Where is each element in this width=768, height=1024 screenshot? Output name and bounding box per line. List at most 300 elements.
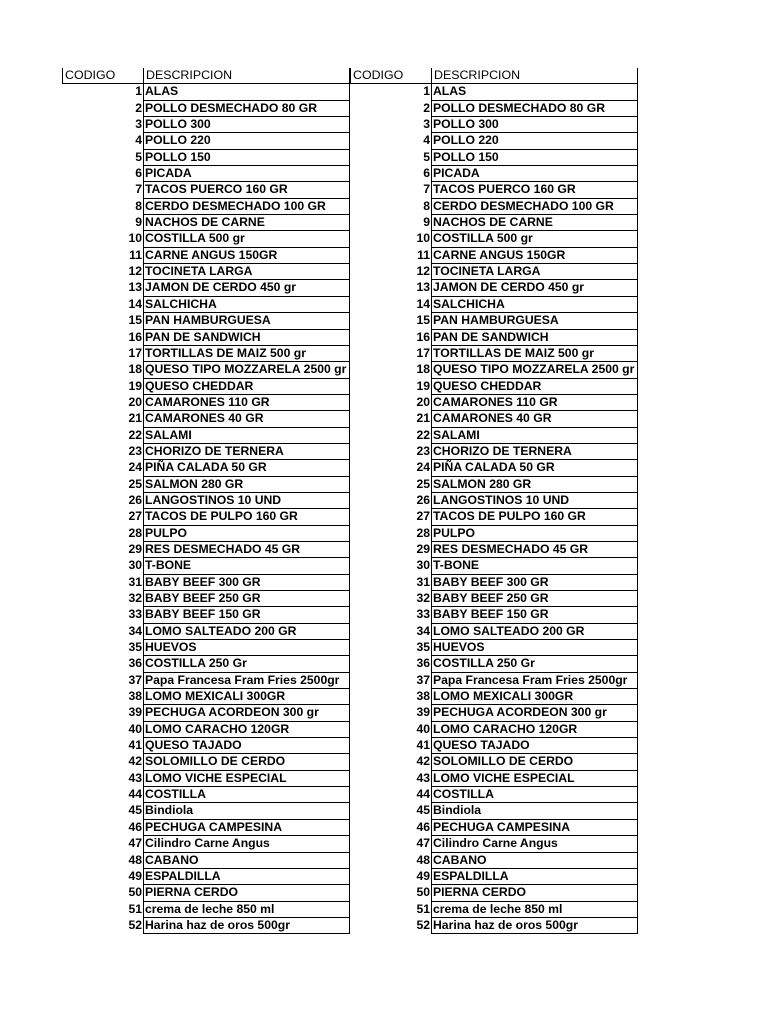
description-cell[interactable]: CARNE ANGUS 150GR <box>143 248 350 264</box>
code-cell[interactable]: 46 <box>128 819 142 834</box>
table-row[interactable] <box>62 526 350 542</box>
table-row[interactable] <box>350 313 638 329</box>
description-cell[interactable]: COSTILLA 500 gr <box>143 231 350 247</box>
description-cell[interactable]: PIÑA CALADA 50 GR <box>431 460 638 476</box>
description-cell[interactable]: CERDO DESMECHADO 100 GR <box>143 199 350 215</box>
code-cell[interactable]: 50 <box>128 885 142 900</box>
table-row[interactable] <box>62 803 350 819</box>
table-row[interactable] <box>350 444 638 460</box>
table-row[interactable] <box>350 558 638 574</box>
code-cell[interactable]: 14 <box>416 296 430 311</box>
table-row[interactable] <box>62 591 350 607</box>
description-cell[interactable]: COSTILLA 250 Gr <box>431 656 638 672</box>
description-cell[interactable]: LOMO CARACHO 120GR <box>143 722 350 738</box>
code-cell[interactable]: 4 <box>135 133 142 148</box>
table-row[interactable] <box>62 411 350 427</box>
code-cell[interactable]: 43 <box>416 770 430 785</box>
code-cell[interactable]: 3 <box>135 117 142 132</box>
description-cell[interactable]: Papa Francesa Fram Fries 2500gr <box>431 673 638 689</box>
description-cell[interactable]: COSTILLA 500 gr <box>431 231 638 247</box>
table-row[interactable] <box>350 280 638 296</box>
description-cell[interactable]: LOMO VICHE ESPECIAL <box>431 771 638 787</box>
description-cell[interactable]: T-BONE <box>431 558 638 574</box>
description-cell[interactable]: COSTILLA 250 Gr <box>143 656 350 672</box>
table-row[interactable] <box>62 313 350 329</box>
description-cell[interactable]: LOMO VICHE ESPECIAL <box>143 771 350 787</box>
table-row[interactable] <box>62 493 350 509</box>
table-row[interactable] <box>350 607 638 623</box>
code-cell[interactable]: 18 <box>416 362 430 377</box>
description-cell[interactable]: POLLO DESMECHADO 80 GR <box>431 101 638 117</box>
code-cell[interactable]: 31 <box>128 574 142 589</box>
description-cell[interactable]: PAN HAMBURGUESA <box>143 313 350 329</box>
table-row[interactable] <box>62 117 350 133</box>
table-row[interactable] <box>62 722 350 738</box>
table-row[interactable] <box>62 346 350 362</box>
code-cell[interactable]: 51 <box>416 901 430 916</box>
description-cell[interactable]: JAMON DE CERDO 450 gr <box>431 280 638 296</box>
table-row[interactable] <box>62 689 350 705</box>
table-row[interactable] <box>62 640 350 656</box>
table-row[interactable] <box>350 820 638 836</box>
description-cell[interactable]: Harina haz de oros 500gr <box>431 918 638 934</box>
code-cell[interactable]: 1 <box>135 84 142 99</box>
code-cell[interactable]: 41 <box>416 738 430 753</box>
code-cell[interactable]: 25 <box>128 476 142 491</box>
code-cell[interactable]: 33 <box>416 607 430 622</box>
description-cell[interactable]: CERDO DESMECHADO 100 GR <box>431 199 638 215</box>
table-row[interactable] <box>62 362 350 378</box>
description-cell[interactable]: PICADA <box>431 166 638 182</box>
description-cell[interactable]: PIERNA CERDO <box>431 885 638 901</box>
code-cell[interactable]: 39 <box>416 705 430 720</box>
description-cell[interactable]: PULPO <box>431 526 638 542</box>
table-row[interactable] <box>62 215 350 231</box>
description-cell[interactable]: BABY BEEF 150 GR <box>143 607 350 623</box>
description-cell[interactable]: CABANO <box>431 853 638 869</box>
code-cell[interactable]: 39 <box>128 705 142 720</box>
table-row[interactable] <box>62 575 350 591</box>
table-row[interactable] <box>62 297 350 313</box>
description-cell[interactable]: QUESO CHEDDAR <box>143 379 350 395</box>
description-cell[interactable]: SOLOMILLO DE CERDO <box>143 754 350 770</box>
table-row[interactable] <box>62 379 350 395</box>
description-cell[interactable]: QUESO TAJADO <box>143 738 350 754</box>
table-row[interactable] <box>350 738 638 754</box>
table-row[interactable] <box>62 771 350 787</box>
code-cell[interactable]: 36 <box>416 656 430 671</box>
code-cell[interactable]: 9 <box>423 215 430 230</box>
code-cell[interactable]: 19 <box>416 378 430 393</box>
description-cell[interactable]: SALMON 280 GR <box>431 477 638 493</box>
code-cell[interactable]: 29 <box>416 541 430 556</box>
description-cell[interactable]: Bindiola <box>431 803 638 819</box>
description-cell[interactable]: CABANO <box>143 853 350 869</box>
table-row[interactable] <box>350 640 638 656</box>
code-cell[interactable]: 40 <box>416 721 430 736</box>
code-cell[interactable]: 23 <box>416 443 430 458</box>
table-row[interactable] <box>350 673 638 689</box>
code-cell[interactable]: 2 <box>423 100 430 115</box>
description-cell[interactable]: TACOS PUERCO 160 GR <box>431 182 638 198</box>
table-row[interactable] <box>62 166 350 182</box>
description-cell[interactable]: BABY BEEF 300 GR <box>431 575 638 591</box>
table-row[interactable] <box>62 133 350 149</box>
code-cell[interactable]: 21 <box>128 411 142 426</box>
code-cell[interactable]: 13 <box>128 280 142 295</box>
table-row[interactable] <box>350 166 638 182</box>
description-cell[interactable]: NACHOS DE CARNE <box>143 215 350 231</box>
table-row[interactable] <box>350 705 638 721</box>
description-cell[interactable]: T-BONE <box>143 558 350 574</box>
table-row[interactable] <box>350 918 638 934</box>
code-cell[interactable]: 36 <box>128 656 142 671</box>
description-cell[interactable]: JAMON DE CERDO 450 gr <box>143 280 350 296</box>
description-cell[interactable]: POLLO 150 <box>143 150 350 166</box>
code-cell[interactable]: 26 <box>416 492 430 507</box>
code-cell[interactable]: 20 <box>128 394 142 409</box>
table-row[interactable] <box>62 280 350 296</box>
table-row[interactable] <box>350 853 638 869</box>
code-cell[interactable]: 38 <box>416 689 430 704</box>
description-cell[interactable]: LANGOSTINOS 10 UND <box>143 493 350 509</box>
table-row[interactable] <box>350 509 638 525</box>
description-cell[interactable]: POLLO 220 <box>143 133 350 149</box>
code-cell[interactable]: 51 <box>128 901 142 916</box>
description-cell[interactable]: PICADA <box>143 166 350 182</box>
table-row[interactable] <box>350 477 638 493</box>
description-cell[interactable]: QUESO TAJADO <box>431 738 638 754</box>
description-cell[interactable]: TORTILLAS DE MAIZ 500 gr <box>143 346 350 362</box>
table-row[interactable] <box>62 264 350 280</box>
description-cell[interactable]: SALMON 280 GR <box>143 477 350 493</box>
code-cell[interactable]: 35 <box>128 640 142 655</box>
description-cell[interactable]: HUEVOS <box>143 640 350 656</box>
code-cell[interactable]: 28 <box>128 525 142 540</box>
description-cell[interactable]: SALAMI <box>143 428 350 444</box>
table-row[interactable] <box>350 591 638 607</box>
code-cell[interactable]: 5 <box>423 149 430 164</box>
description-cell[interactable]: RES DESMECHADO 45 GR <box>143 542 350 558</box>
code-cell[interactable]: 49 <box>416 868 430 883</box>
table-row[interactable] <box>62 395 350 411</box>
table-row[interactable] <box>350 362 638 378</box>
description-cell[interactable]: POLLO 300 <box>431 117 638 133</box>
code-cell[interactable]: 9 <box>135 215 142 230</box>
code-cell[interactable]: 8 <box>423 198 430 213</box>
description-cell[interactable]: BABY BEEF 300 GR <box>143 575 350 591</box>
code-cell[interactable]: 17 <box>128 345 142 360</box>
description-cell[interactable]: TACOS DE PULPO 160 GR <box>143 509 350 525</box>
description-cell[interactable]: QUESO CHEDDAR <box>431 379 638 395</box>
code-cell[interactable]: 52 <box>128 917 142 932</box>
table-row[interactable] <box>62 918 350 934</box>
table-row[interactable] <box>350 787 638 803</box>
code-cell[interactable]: 38 <box>128 689 142 704</box>
code-cell[interactable]: 24 <box>416 460 430 475</box>
code-cell[interactable]: 48 <box>416 852 430 867</box>
code-cell[interactable]: 6 <box>135 166 142 181</box>
code-cell[interactable]: 44 <box>416 787 430 802</box>
description-cell[interactable]: COSTILLA <box>143 787 350 803</box>
code-cell[interactable]: 15 <box>128 313 142 328</box>
description-cell[interactable]: POLLO 150 <box>431 150 638 166</box>
table-row[interactable] <box>350 656 638 672</box>
description-cell[interactable]: POLLO 300 <box>143 117 350 133</box>
description-cell[interactable]: CAMARONES 40 GR <box>143 411 350 427</box>
description-cell[interactable]: BABY BEEF 150 GR <box>431 607 638 623</box>
description-cell[interactable]: ALAS <box>431 84 638 100</box>
table-row[interactable] <box>350 395 638 411</box>
code-cell[interactable]: 16 <box>128 329 142 344</box>
code-cell[interactable]: 43 <box>128 770 142 785</box>
table-row[interactable] <box>350 771 638 787</box>
table-row[interactable] <box>62 542 350 558</box>
description-cell[interactable]: Bindiola <box>143 803 350 819</box>
table-row[interactable] <box>62 624 350 640</box>
table-row[interactable] <box>62 330 350 346</box>
description-cell[interactable]: ALAS <box>143 84 350 100</box>
table-row[interactable] <box>62 836 350 852</box>
table-row[interactable] <box>350 754 638 770</box>
table-row[interactable] <box>350 428 638 444</box>
table-row[interactable] <box>350 379 638 395</box>
table-row[interactable] <box>350 101 638 117</box>
code-cell[interactable]: 27 <box>128 509 142 524</box>
description-cell[interactable]: NACHOS DE CARNE <box>431 215 638 231</box>
table-row[interactable] <box>350 215 638 231</box>
description-cell[interactable]: PECHUGA CAMPESINA <box>431 820 638 836</box>
table-row[interactable] <box>350 297 638 313</box>
description-cell[interactable]: ESPALDILLA <box>431 869 638 885</box>
code-cell[interactable]: 41 <box>128 738 142 753</box>
code-cell[interactable]: 3 <box>423 117 430 132</box>
description-cell[interactable]: PECHUGA ACORDEON 300 gr <box>143 705 350 721</box>
code-cell[interactable]: 7 <box>423 182 430 197</box>
description-cell[interactable]: QUESO TIPO MOZZARELA 2500 gr <box>143 362 350 378</box>
table-row[interactable] <box>62 656 350 672</box>
code-cell[interactable]: 44 <box>128 787 142 802</box>
code-cell[interactable]: 16 <box>416 329 430 344</box>
table-row[interactable] <box>62 787 350 803</box>
table-row[interactable] <box>350 248 638 264</box>
table-row[interactable] <box>350 264 638 280</box>
code-cell[interactable]: 11 <box>417 247 430 262</box>
description-cell[interactable]: Harina haz de oros 500gr <box>143 918 350 934</box>
code-cell[interactable]: 35 <box>416 640 430 655</box>
code-cell[interactable]: 27 <box>416 509 430 524</box>
description-cell[interactable]: CHORIZO DE TERNERA <box>431 444 638 460</box>
code-cell[interactable]: 18 <box>128 362 142 377</box>
code-cell[interactable]: 10 <box>416 231 430 246</box>
description-cell[interactable]: crema de leche 850 ml <box>431 902 638 918</box>
code-cell[interactable]: 23 <box>128 443 142 458</box>
table-row[interactable] <box>62 477 350 493</box>
code-cell[interactable]: 24 <box>128 460 142 475</box>
code-cell[interactable]: 2 <box>135 100 142 115</box>
table-row[interactable] <box>350 902 638 918</box>
code-cell[interactable]: 7 <box>135 182 142 197</box>
code-cell[interactable]: 14 <box>128 296 142 311</box>
table-row[interactable] <box>350 493 638 509</box>
code-cell[interactable]: 6 <box>423 166 430 181</box>
table-row[interactable] <box>62 738 350 754</box>
table-row[interactable] <box>62 444 350 460</box>
table-row[interactable] <box>62 869 350 885</box>
code-cell[interactable]: 37 <box>128 672 142 687</box>
table-row[interactable] <box>350 689 638 705</box>
table-row[interactable] <box>350 526 638 542</box>
description-cell[interactable]: Cilindro Carne Angus <box>143 836 350 852</box>
code-cell[interactable]: 30 <box>416 558 430 573</box>
code-cell[interactable]: 5 <box>135 149 142 164</box>
table-row[interactable] <box>62 150 350 166</box>
description-cell[interactable]: CAMARONES 110 GR <box>431 395 638 411</box>
description-cell[interactable]: QUESO TIPO MOZZARELA 2500 gr <box>431 362 638 378</box>
code-cell[interactable]: 50 <box>416 885 430 900</box>
description-cell[interactable]: PAN DE SANDWICH <box>431 330 638 346</box>
code-cell[interactable]: 12 <box>128 264 142 279</box>
table-row[interactable] <box>350 869 638 885</box>
description-cell[interactable]: crema de leche 850 ml <box>143 902 350 918</box>
code-cell[interactable]: 4 <box>423 133 430 148</box>
code-cell[interactable]: 31 <box>416 574 430 589</box>
table-row[interactable] <box>62 558 350 574</box>
table-row[interactable] <box>350 330 638 346</box>
code-cell[interactable]: 46 <box>416 819 430 834</box>
code-cell[interactable]: 52 <box>416 917 430 932</box>
table-row[interactable] <box>62 820 350 836</box>
code-cell[interactable]: 49 <box>128 868 142 883</box>
code-cell[interactable]: 47 <box>128 836 142 851</box>
code-cell[interactable]: 1 <box>423 84 430 99</box>
table-row[interactable] <box>62 754 350 770</box>
table-row[interactable] <box>350 346 638 362</box>
code-cell[interactable]: 33 <box>128 607 142 622</box>
description-cell[interactable]: SALCHICHA <box>143 297 350 313</box>
description-cell[interactable]: TOCINETA LARGA <box>431 264 638 280</box>
table-row[interactable] <box>62 428 350 444</box>
code-cell[interactable]: 45 <box>128 803 142 818</box>
description-cell[interactable]: CARNE ANGUS 150GR <box>431 248 638 264</box>
code-cell[interactable]: 19 <box>128 378 142 393</box>
code-cell[interactable]: 17 <box>416 345 430 360</box>
code-cell[interactable]: 11 <box>129 247 142 262</box>
code-cell[interactable]: 20 <box>416 394 430 409</box>
description-cell[interactable]: SALCHICHA <box>431 297 638 313</box>
description-cell[interactable]: PAN DE SANDWICH <box>143 330 350 346</box>
code-cell[interactable]: 47 <box>416 836 430 851</box>
description-cell[interactable]: PIERNA CERDO <box>143 885 350 901</box>
table-row[interactable] <box>62 231 350 247</box>
code-cell[interactable]: 34 <box>416 623 430 638</box>
table-row[interactable] <box>350 460 638 476</box>
table-row[interactable] <box>62 509 350 525</box>
description-cell[interactable]: BABY BEEF 250 GR <box>431 591 638 607</box>
code-cell[interactable]: 29 <box>128 541 142 556</box>
code-cell[interactable]: 22 <box>128 427 142 442</box>
description-cell[interactable]: BABY BEEF 250 GR <box>143 591 350 607</box>
table-row[interactable] <box>62 885 350 901</box>
table-row[interactable] <box>62 199 350 215</box>
description-cell[interactable]: POLLO DESMECHADO 80 GR <box>143 101 350 117</box>
description-cell[interactable]: ESPALDILLA <box>143 869 350 885</box>
code-cell[interactable]: 34 <box>128 623 142 638</box>
table-row[interactable] <box>350 885 638 901</box>
description-cell[interactable]: Cilindro Carne Angus <box>431 836 638 852</box>
code-cell[interactable]: 37 <box>416 672 430 687</box>
code-cell[interactable]: 42 <box>416 754 430 769</box>
code-cell[interactable]: 30 <box>128 558 142 573</box>
description-cell[interactable]: PECHUGA ACORDEON 300 gr <box>431 705 638 721</box>
table-row[interactable] <box>62 853 350 869</box>
table-row[interactable] <box>350 84 638 100</box>
code-cell[interactable]: 45 <box>416 803 430 818</box>
code-cell[interactable]: 12 <box>416 264 430 279</box>
code-cell[interactable]: 48 <box>128 852 142 867</box>
description-cell[interactable]: PAN HAMBURGUESA <box>431 313 638 329</box>
description-cell[interactable]: PIÑA CALADA 50 GR <box>143 460 350 476</box>
description-cell[interactable]: TACOS PUERCO 160 GR <box>143 182 350 198</box>
description-cell[interactable]: SALAMI <box>431 428 638 444</box>
code-cell[interactable]: 15 <box>416 313 430 328</box>
code-cell[interactable]: 13 <box>416 280 430 295</box>
table-row[interactable] <box>62 673 350 689</box>
table-row[interactable] <box>350 722 638 738</box>
description-cell[interactable]: SOLOMILLO DE CERDO <box>431 754 638 770</box>
description-cell[interactable]: CHORIZO DE TERNERA <box>143 444 350 460</box>
table-row[interactable] <box>62 902 350 918</box>
table-row[interactable] <box>350 117 638 133</box>
description-cell[interactable]: LOMO SALTEADO 200 GR <box>431 624 638 640</box>
code-cell[interactable]: 28 <box>416 525 430 540</box>
description-cell[interactable]: TORTILLAS DE MAIZ 500 gr <box>431 346 638 362</box>
code-cell[interactable]: 25 <box>416 476 430 491</box>
description-cell[interactable]: Papa Francesa Fram Fries 2500gr <box>143 673 350 689</box>
code-cell[interactable]: 22 <box>416 427 430 442</box>
description-cell[interactable]: LOMO CARACHO 120GR <box>431 722 638 738</box>
description-cell[interactable]: PULPO <box>143 526 350 542</box>
description-cell[interactable]: CAMARONES 110 GR <box>143 395 350 411</box>
table-row[interactable] <box>350 836 638 852</box>
table-row[interactable] <box>350 803 638 819</box>
description-cell[interactable]: PECHUGA CAMPESINA <box>143 820 350 836</box>
description-cell[interactable]: RES DESMECHADO 45 GR <box>431 542 638 558</box>
table-row[interactable] <box>62 182 350 198</box>
code-cell[interactable]: 32 <box>416 591 430 605</box>
description-cell[interactable]: LANGOSTINOS 10 UND <box>431 493 638 509</box>
table-row[interactable] <box>350 575 638 591</box>
code-cell[interactable]: 26 <box>128 492 142 507</box>
table-row[interactable] <box>350 411 638 427</box>
table-row[interactable] <box>350 182 638 198</box>
description-cell[interactable]: LOMO MEXICALI 300GR <box>431 689 638 705</box>
code-cell[interactable]: 8 <box>135 198 142 213</box>
table-row[interactable] <box>350 199 638 215</box>
code-cell[interactable]: 10 <box>128 231 142 246</box>
description-cell[interactable]: TOCINETA LARGA <box>143 264 350 280</box>
description-cell[interactable]: HUEVOS <box>431 640 638 656</box>
description-cell[interactable]: LOMO SALTEADO 200 GR <box>143 624 350 640</box>
code-cell[interactable]: 32 <box>128 591 142 605</box>
code-cell[interactable]: 21 <box>416 411 430 426</box>
table-row[interactable] <box>62 101 350 117</box>
table-row[interactable] <box>350 133 638 149</box>
description-cell[interactable]: CAMARONES 40 GR <box>431 411 638 427</box>
table-row[interactable] <box>62 248 350 264</box>
table-row[interactable] <box>350 231 638 247</box>
table-row[interactable] <box>350 542 638 558</box>
